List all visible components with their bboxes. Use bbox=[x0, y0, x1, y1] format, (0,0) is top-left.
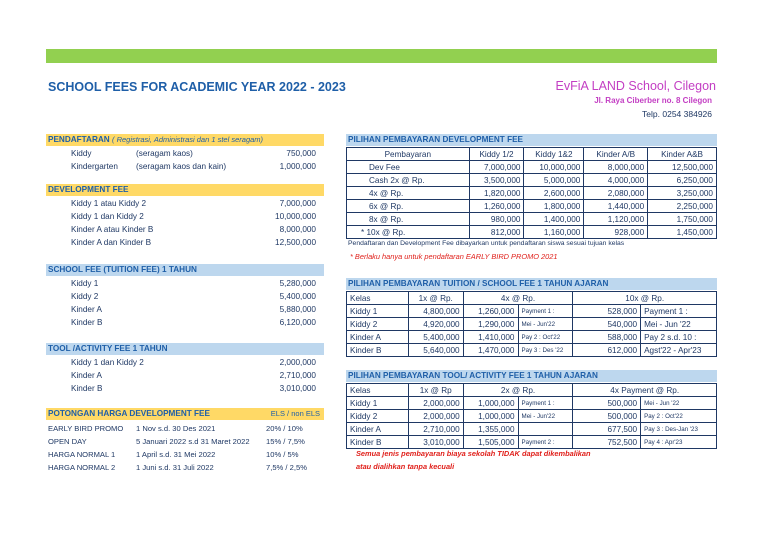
cell: 500,000 bbox=[573, 397, 641, 410]
potongan-row bbox=[46, 422, 324, 435]
cell: 1,260,000 bbox=[469, 200, 524, 213]
row-amount: 12,500,000 bbox=[275, 238, 316, 247]
promo-discount: 15% / 7,5% bbox=[266, 437, 305, 446]
cell: Kinder B bbox=[347, 344, 409, 357]
row-label: Kiddy 1 bbox=[71, 279, 99, 288]
cell: Pay 2 s.d. 10 : bbox=[641, 331, 717, 344]
potongan-row bbox=[46, 435, 324, 448]
cell: 612,000 bbox=[573, 344, 641, 357]
tuition-options-table bbox=[346, 291, 717, 357]
pendaftaran-title: PENDAFTARAN bbox=[48, 135, 110, 144]
cell: 5,000,000 bbox=[524, 174, 584, 187]
cell: 5,400,000 bbox=[408, 331, 463, 344]
table-row bbox=[347, 436, 717, 449]
cell: Agst'22 - Apr'23 bbox=[641, 344, 717, 357]
table-row bbox=[347, 200, 717, 213]
dev-options-header: PILIHAN PEMBAYARAN DEVELOPMENT FEE bbox=[346, 134, 717, 146]
page-title: SCHOOL FEES FOR ACADEMIC YEAR 2022 - 2023 bbox=[48, 80, 346, 94]
table-header-row bbox=[347, 292, 717, 305]
header-cell: 2x @ Rp. bbox=[463, 384, 573, 397]
cell: 2,600,000 bbox=[524, 187, 584, 200]
row-amount: 1,000,000 bbox=[279, 162, 316, 171]
cell: 1,355,000 bbox=[463, 423, 518, 436]
cell: 1,800,000 bbox=[524, 200, 584, 213]
development-fee-row bbox=[46, 210, 324, 223]
development-fee-row bbox=[46, 223, 324, 236]
cell: 1,400,000 bbox=[524, 213, 584, 226]
refund-note-line1: Semua jenis pembayaran biaya sekolah TIDAK dapat dikembalikan bbox=[356, 449, 591, 458]
row-note: (seragam kaos dan kain) bbox=[136, 162, 227, 171]
table-row bbox=[347, 305, 717, 318]
table-row bbox=[347, 318, 717, 331]
cell: Kiddy 1 bbox=[347, 305, 409, 318]
cell: 8x @ Rp. bbox=[347, 213, 470, 226]
header-cell: 4x Payment @ Rp. bbox=[573, 384, 717, 397]
cell: Kinder A bbox=[347, 331, 409, 344]
cell: 500,000 bbox=[573, 410, 641, 423]
cell: Kinder A bbox=[347, 423, 409, 436]
table-row bbox=[347, 397, 717, 410]
row-label: Kiddy 2 bbox=[71, 292, 99, 301]
tool-fee-row bbox=[46, 356, 324, 369]
school-fee-row bbox=[46, 316, 324, 329]
row-amount: 8,000,000 bbox=[279, 225, 316, 234]
row-label: Kiddy bbox=[71, 149, 92, 158]
cell: 3,500,000 bbox=[469, 174, 524, 187]
cell: Mei - Jun'22 bbox=[518, 318, 573, 331]
tool-options-table bbox=[346, 383, 717, 449]
promo-discount: 10% / 5% bbox=[266, 450, 299, 459]
dev-options-note: Pendaftaran dan Development Fee dibayarkan untuk pendaftaran siswa sesuai tujuan kelas bbox=[348, 240, 625, 247]
cell: 8,000,000 bbox=[584, 161, 648, 174]
header-cell: Kelas bbox=[347, 384, 409, 397]
promo-period: 1 Nov s.d. 30 Des 2021 bbox=[136, 424, 216, 433]
cell: 1,750,000 bbox=[648, 213, 717, 226]
cell: Pay 4 : Apr'23 bbox=[641, 436, 717, 449]
header-cell: Kiddy 1/2 bbox=[469, 148, 524, 161]
cell: Pay 2 : Oct'22 bbox=[641, 410, 717, 423]
promo-discount: 7,5% / 2,5% bbox=[266, 463, 307, 472]
cell: 1,120,000 bbox=[584, 213, 648, 226]
cell: 2,710,000 bbox=[408, 423, 463, 436]
header-cell: Kiddy 1&2 bbox=[524, 148, 584, 161]
development-fee-row bbox=[46, 197, 324, 210]
cell: Pay 3 : Des '22 bbox=[518, 344, 573, 357]
row-label: Kiddy 1 dan Kiddy 2 bbox=[71, 212, 144, 221]
header-cell: Kinder A&B bbox=[648, 148, 717, 161]
row-label: Kinder A bbox=[71, 305, 102, 314]
cell: Mei - Jun '22 bbox=[641, 318, 717, 331]
development-fee-row bbox=[46, 236, 324, 249]
row-amount: 3,010,000 bbox=[279, 384, 316, 393]
row-label: Kinder A atau Kinder B bbox=[71, 225, 154, 234]
pendaftaran-subtitle: ( Registrasi, Administrasi dan 1 stel seragam) bbox=[112, 135, 264, 144]
cell: 1,290,000 bbox=[463, 318, 518, 331]
cell: Mei - Jun'22 bbox=[518, 410, 573, 423]
cell: 980,000 bbox=[469, 213, 524, 226]
cell: 2,250,000 bbox=[648, 200, 717, 213]
cell: 10,000,000 bbox=[524, 161, 584, 174]
row-amount: 7,000,000 bbox=[279, 199, 316, 208]
cell: 588,000 bbox=[573, 331, 641, 344]
cell bbox=[518, 423, 573, 436]
school-fee-row bbox=[46, 303, 324, 316]
row-amount: 5,280,000 bbox=[279, 279, 316, 288]
cell: 6,250,000 bbox=[648, 174, 717, 187]
cell: Pay 3 : Des-Jan '23 bbox=[641, 423, 717, 436]
cell: 528,000 bbox=[573, 305, 641, 318]
cell: 5,640,000 bbox=[408, 344, 463, 357]
tool-fee-row bbox=[46, 382, 324, 395]
tool-options-header: PILIHAN PEMBAYARAN TOOL/ ACTIVITY FEE 1 TAHUN AJARAN bbox=[346, 370, 717, 382]
cell: Kiddy 2 bbox=[347, 318, 409, 331]
cell: 677,500 bbox=[573, 423, 641, 436]
cell: 812,000 bbox=[469, 226, 524, 239]
potongan-columns: ELS / non ELS bbox=[270, 409, 320, 418]
table-row bbox=[347, 410, 717, 423]
cell: 1,000,000 bbox=[463, 397, 518, 410]
table-row bbox=[347, 226, 717, 239]
cell: Payment 2 : bbox=[518, 436, 573, 449]
potongan-row bbox=[46, 461, 324, 474]
cell: 4x @ Rp. bbox=[347, 187, 470, 200]
cell: 4,920,000 bbox=[408, 318, 463, 331]
table-row bbox=[347, 161, 717, 174]
cell: Payment 1 : bbox=[641, 305, 717, 318]
potongan-title: POTONGAN HARGA DEVELOPMENT FEE bbox=[48, 409, 210, 418]
header-cell: Pembayaran bbox=[347, 148, 470, 161]
tool-fee-header: TOOL /ACTIVITY FEE 1 TAHUN bbox=[46, 343, 324, 355]
row-amount: 750,000 bbox=[286, 149, 316, 158]
potongan-row bbox=[46, 448, 324, 461]
cell: 1,505,000 bbox=[463, 436, 518, 449]
promo-discount: 20% / 10% bbox=[266, 424, 303, 433]
development-fee-header: DEVELOPMENT FEE bbox=[46, 184, 324, 196]
cell: 752,500 bbox=[573, 436, 641, 449]
cell: 1,820,000 bbox=[469, 187, 524, 200]
cell: 12,500,000 bbox=[648, 161, 717, 174]
row-label: Kiddy 1 dan Kiddy 2 bbox=[71, 358, 144, 367]
cell: 4,800,000 bbox=[408, 305, 463, 318]
row-label: Kiddy 1 atau Kiddy 2 bbox=[71, 199, 147, 208]
row-amount: 10,000,000 bbox=[275, 212, 316, 221]
school-address: Jl. Raya Ciberber no. 8 Cilegon bbox=[594, 96, 712, 105]
cell: 1,000,000 bbox=[463, 410, 518, 423]
header-cell: 4x @ Rp. bbox=[463, 292, 573, 305]
promo-period: 1 April s.d. 31 Mei 2022 bbox=[136, 450, 216, 459]
promo-period: 1 Juni s.d. 31 Juli 2022 bbox=[136, 463, 214, 472]
potongan-header bbox=[46, 408, 324, 420]
cell: Dev Fee bbox=[347, 161, 470, 174]
header-cell: 1x @ Rp bbox=[408, 384, 463, 397]
row-amount: 6,120,000 bbox=[279, 318, 316, 327]
row-amount: 5,880,000 bbox=[279, 305, 316, 314]
tool-fee-row bbox=[46, 369, 324, 382]
cell: 2,000,000 bbox=[408, 397, 463, 410]
cell: Kinder B bbox=[347, 436, 409, 449]
pendaftaran-row bbox=[46, 160, 324, 173]
cell: 1,440,000 bbox=[584, 200, 648, 213]
cell: 1,470,000 bbox=[463, 344, 518, 357]
top-accent-bar bbox=[46, 49, 717, 63]
cell: * 10x @ Rp. bbox=[347, 226, 470, 239]
pendaftaran-header bbox=[46, 134, 324, 146]
cell: Payment 1 : bbox=[518, 305, 573, 318]
school-fee-row bbox=[46, 277, 324, 290]
row-amount: 2,000,000 bbox=[279, 358, 316, 367]
header-cell: 10x @ Rp. bbox=[573, 292, 717, 305]
table-header-row bbox=[347, 384, 717, 397]
school-fee-header: SCHOOL FEE (TUITION FEE) 1 TAHUN bbox=[46, 264, 324, 276]
cell: 2,080,000 bbox=[584, 187, 648, 200]
school-phone: Telp. 0254 384926 bbox=[642, 109, 712, 119]
row-label: Kinder A bbox=[71, 371, 102, 380]
row-amount: 2,710,000 bbox=[279, 371, 316, 380]
dev-options-table bbox=[346, 147, 717, 239]
table-row bbox=[347, 187, 717, 200]
table-row bbox=[347, 423, 717, 436]
row-amount: 5,400,000 bbox=[279, 292, 316, 301]
early-bird-note: * Berlaku hanya untuk pendaftaran EARLY BIRD PROMO 2021 bbox=[350, 252, 558, 261]
cell: Mei - Jun '22 bbox=[641, 397, 717, 410]
row-label: Kinder B bbox=[71, 384, 103, 393]
cell: 1,450,000 bbox=[648, 226, 717, 239]
school-fee-row bbox=[46, 290, 324, 303]
cell: Pay 2 : Oct'22 bbox=[518, 331, 573, 344]
cell: 2,000,000 bbox=[408, 410, 463, 423]
promo-name: EARLY BIRD PROMO bbox=[48, 424, 124, 433]
row-note: (seragam kaos) bbox=[136, 149, 193, 158]
table-row bbox=[347, 344, 717, 357]
header-cell: Kinder A/B bbox=[584, 148, 648, 161]
promo-period: 5 Januari 2022 s.d 31 Maret 2022 bbox=[136, 437, 250, 446]
table-header-row bbox=[347, 148, 717, 161]
table-row bbox=[347, 331, 717, 344]
cell: 3,010,000 bbox=[408, 436, 463, 449]
tuition-options-header: PILIHAN PEMBAYARAN TUITION / SCHOOL FEE 1 TAHUN AJARAN bbox=[346, 278, 717, 290]
header-cell: 1x @ Rp. bbox=[408, 292, 463, 305]
cell: Kiddy 1 bbox=[347, 397, 409, 410]
cell: Kiddy 2 bbox=[347, 410, 409, 423]
row-label: Kinder A dan Kinder B bbox=[71, 238, 152, 247]
row-label: Kinder B bbox=[71, 318, 103, 327]
cell: 1,160,000 bbox=[524, 226, 584, 239]
promo-name: HARGA NORMAL 2 bbox=[48, 463, 116, 472]
header-cell: Kelas bbox=[347, 292, 409, 305]
promo-name: HARGA NORMAL 1 bbox=[48, 450, 116, 459]
cell: 540,000 bbox=[573, 318, 641, 331]
cell: 928,000 bbox=[584, 226, 648, 239]
cell: 1,410,000 bbox=[463, 331, 518, 344]
cell: 6x @ Rp. bbox=[347, 200, 470, 213]
cell: Cash 2x @ Rp. bbox=[347, 174, 470, 187]
cell: 4,000,000 bbox=[584, 174, 648, 187]
pendaftaran-row bbox=[46, 147, 324, 160]
cell: 3,250,000 bbox=[648, 187, 717, 200]
cell: 7,000,000 bbox=[469, 161, 524, 174]
cell: 1,260,000 bbox=[463, 305, 518, 318]
row-label: Kindergarten bbox=[71, 162, 118, 171]
school-name: EvFiA LAND School, Cilegon bbox=[555, 79, 716, 93]
table-row bbox=[347, 174, 717, 187]
table-row bbox=[347, 213, 717, 226]
cell: Payment 1 : bbox=[518, 397, 573, 410]
promo-name: OPEN DAY bbox=[48, 437, 87, 446]
refund-note-line2: atau dialihkan tanpa kecuali bbox=[356, 462, 455, 471]
